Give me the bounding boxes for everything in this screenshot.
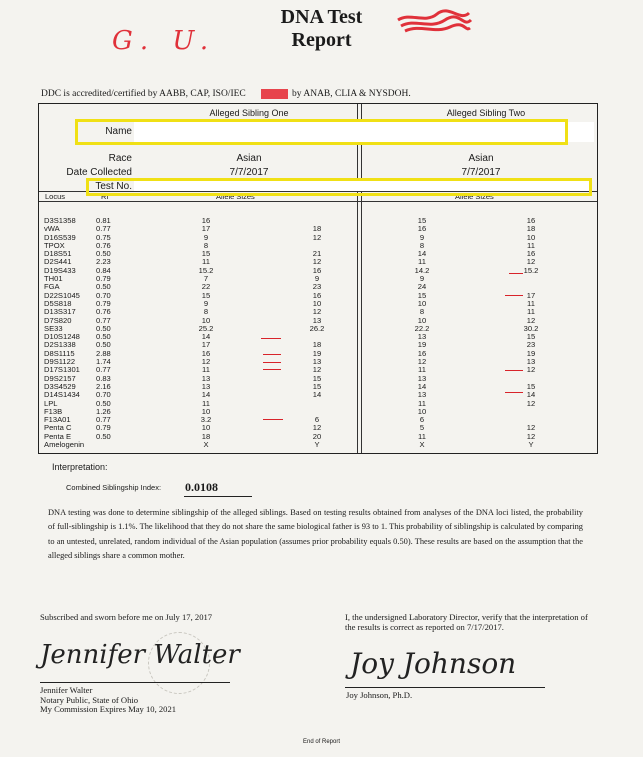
locus-row: [44, 441, 591, 449]
locus-ri: 2.23: [96, 257, 111, 267]
locus-name: D13S317: [44, 307, 76, 317]
end-of-report: End of Report: [302, 739, 341, 745]
sibling-two-allele-a: 8: [419, 240, 425, 250]
sibling-one-allele-b: Y: [314, 440, 320, 450]
locus-name: D2S1338: [44, 340, 76, 350]
locus-ri: 0.77: [96, 415, 111, 425]
director-signature-line: [345, 687, 545, 688]
sibling-one-allele-b: 6: [314, 415, 320, 425]
sibling-one-allele-a: 10: [201, 315, 211, 325]
locus-ri: 0.75: [96, 232, 111, 242]
locus-ri: 0.81: [96, 216, 111, 225]
sibling-two-allele-a: 14: [417, 381, 427, 391]
sibling-two-allele-b: 12: [526, 315, 536, 325]
sibling-one-allele-a: 16: [201, 348, 211, 358]
locus-name: LPL: [44, 398, 58, 408]
sibling-one-allele-a: 14: [201, 390, 211, 400]
locus-name: D5S818: [44, 298, 72, 308]
red-annotation-mark: [261, 338, 281, 339]
locus-name: D22S1045: [44, 290, 80, 300]
redaction-scribble-icon: [395, 8, 473, 36]
sibling-one-allele-b: 19: [312, 348, 322, 358]
locus-name: D16S539: [44, 232, 76, 242]
sibling-one-allele-a: 18: [201, 431, 211, 441]
notary-expiry: My Commission Expires May 10, 2021: [40, 704, 177, 714]
sibling-one-allele-b: 12: [312, 257, 322, 267]
locus-name: D17S1301: [44, 365, 80, 375]
locus-name: D18S51: [44, 249, 72, 259]
name-highlight-box: [75, 119, 568, 145]
locus-ri: 2.88: [96, 348, 111, 358]
sibling-two-allele-a: 14.2: [414, 265, 430, 275]
loci-table: [44, 217, 591, 449]
sibling-one-allele-b: 12: [312, 365, 322, 375]
sibling-two-allele-b: 15: [526, 332, 536, 342]
locus-name: Penta C: [44, 423, 72, 433]
locus-name: D14S1434: [44, 390, 80, 400]
locus-ri: 0.50: [96, 282, 111, 292]
locus-ri: 0.50: [96, 431, 111, 441]
sibling-two-allele-b: [471, 275, 591, 283]
sibling-two-allele-b: 14: [526, 390, 536, 400]
locus-ri: 0.79: [96, 274, 111, 284]
locus-name: D19S433: [44, 265, 76, 275]
locus-name: F13A01: [44, 415, 71, 425]
sibling-one-allele-a: 12: [201, 357, 211, 367]
locus-ri: 0.50: [96, 323, 111, 333]
sibling-one-allele-b: 21: [312, 249, 322, 259]
sibling-one-allele-b: 12: [312, 423, 322, 433]
sibling-two-allele-a: 13: [417, 373, 427, 383]
sibling-one-allele-a: 9: [203, 232, 209, 242]
notary-signature: Jennifer Walter: [40, 640, 240, 670]
sibling-two-allele-a: 6: [419, 415, 425, 425]
sibling-one-allele-a: 9: [203, 298, 209, 308]
locus-name: SE33: [44, 323, 63, 333]
sibling-one-allele-a: 7: [203, 274, 209, 284]
sibling-two-allele-a: 10: [417, 315, 427, 325]
sibling-two-allele-b: 19: [526, 348, 536, 358]
test-number-highlight-box: [86, 178, 592, 196]
red-annotation-mark: [505, 370, 523, 371]
ri-header: RI: [101, 192, 109, 201]
locus-ri: 0.70: [96, 390, 111, 400]
sibling-one-allele-a: 14: [201, 332, 211, 342]
results-table: [38, 103, 598, 454]
sibling-one-allele-a: 15: [201, 290, 211, 300]
sibling-one-allele-b: 15: [312, 373, 322, 383]
locus-name: TPOX: [44, 240, 65, 250]
sibling-one-allele-a: 10: [201, 423, 211, 433]
locus-ri: 0.77: [96, 224, 111, 234]
locus-name: Penta E: [44, 431, 72, 441]
sibling-one-allele-a: 13: [201, 381, 211, 391]
sibling-two-allele-a: 15: [417, 216, 427, 225]
red-annotation-mark: [509, 273, 523, 274]
sibling-two-allele-a: 11: [418, 365, 426, 375]
locus-row: [44, 400, 591, 408]
locus-ri: 0.77: [96, 365, 111, 375]
notary-statement: Subscribed and sworn before me on July 17, 2017: [40, 612, 213, 622]
report-title-line2: Report: [291, 29, 352, 51]
sibling-two-allele-b: 12: [526, 423, 536, 433]
locus-ri: 0.76: [96, 307, 111, 317]
locus-ri: 0.79: [96, 423, 111, 433]
sibling-two-allele-b: 15.2: [523, 265, 539, 275]
sibling-one-allele-b: 13: [312, 315, 322, 325]
locus-ri: 1.26: [96, 406, 111, 416]
locus-name: D9S1122: [44, 357, 76, 367]
date-value-one: 7/7/2017: [229, 167, 269, 178]
sibling-two-allele-b: 12: [526, 257, 536, 267]
sibling-two-allele-a: 16: [417, 224, 427, 234]
locus-ri: 0.50: [96, 332, 111, 342]
sibling-two-allele-a: 16: [417, 348, 427, 358]
sibling-two-allele-b: 11: [527, 298, 535, 308]
locus-name: D10S1248: [44, 332, 80, 342]
locus-header: Locus: [45, 192, 66, 201]
sibling-two-allele-a: 5: [419, 423, 425, 433]
test-number-label: Test No.: [95, 181, 132, 192]
director-statement: I, the undersigned Laboratory Director, verify that the interpretation of the results is correct as reported on 7/17/2017.: [345, 612, 588, 632]
sibling-one-allele-a: 25.2: [198, 323, 214, 333]
notary-signature-line: [40, 682, 230, 683]
sibling-one-allele-b: 15: [312, 381, 322, 391]
locus-ri: [96, 441, 151, 449]
notary-title: Notary Public, State of Ohio: [40, 694, 139, 705]
date-value-two: 7/7/2017: [461, 167, 501, 178]
sibling-two-allele-a: 13: [417, 390, 427, 400]
allele-sizes-header-two: Allele Sizes: [455, 192, 494, 201]
interpretation-paragraph: DNA testing was done to determine siblingship of the alleged siblings. Based on testing results obtained from analyses of the DNA loci listed, the probability of full-siblingship is 1.1%. The likelihood that they do not share the same biological father is 93 to 1. This probability of siblingship is calculated by comparing to an untested, unrelated, random individual of the Asian population (assumes prior probability equals 0.50). These results are based on the assumption that the alleged siblings share a common mother.: [48, 508, 583, 560]
sibling-two-allele-b: Y: [528, 440, 534, 450]
sibling-one-allele-b: 14: [312, 390, 322, 400]
sibling-one-allele-b: 23: [312, 282, 322, 292]
locus-ri: 0.70: [96, 290, 111, 300]
sibling-two-allele-a: 15: [417, 290, 427, 300]
locus-name: F13B: [44, 406, 63, 416]
race-value-two: Asian: [468, 153, 494, 164]
locus-name: D3S4529: [44, 381, 76, 391]
locus-name: TH01: [44, 274, 63, 284]
red-annotation-mark: [505, 295, 523, 296]
locus-ri: 0.83: [96, 373, 111, 383]
locus-name: D2S441: [44, 257, 72, 267]
sibling-two-allele-a: 11: [418, 431, 426, 441]
sibling-two-allele-a: 10: [417, 298, 427, 308]
locus-ri: 0.50: [96, 249, 111, 259]
sibling-two-allele-a: 12: [417, 357, 427, 367]
sibling-one-allele-b: 18: [312, 340, 322, 350]
locus-ri: 0.76: [96, 240, 111, 250]
sibling-one-allele-a: 11: [202, 365, 210, 375]
accreditation-text: DDC is accredited/certified by AABB, CAP, ISO/IEC: [41, 89, 246, 99]
sibling-two-allele-a: 9: [419, 232, 425, 242]
sibling-one-allele-a: 16: [201, 216, 211, 225]
redaction-block: [261, 89, 288, 99]
locus-row: [44, 234, 591, 242]
locus-ri: 0.50: [96, 340, 111, 350]
sibling-two-allele-a: 11: [418, 398, 426, 408]
sibling-two-allele-a: 8: [419, 307, 425, 317]
sibling-one-allele-b: 12: [312, 307, 322, 317]
sibling-two-allele-a: 9: [419, 274, 425, 284]
row-divider: [39, 201, 597, 202]
sibling-one-allele-b: 16: [312, 265, 322, 275]
sibling-one-allele-a: 17: [201, 340, 211, 350]
director-name: Joy Johnson, Ph.D.: [346, 690, 413, 700]
locus-ri: 0.79: [96, 298, 111, 308]
sibling-one-allele-a: 8: [203, 240, 209, 250]
red-annotation-mark: [263, 362, 281, 363]
sibling-two-allele-a: 19: [417, 340, 427, 350]
race-label: Race: [108, 153, 132, 164]
sibling-one-allele-a: 11: [202, 398, 210, 408]
sibling-one-allele-a: 13: [201, 373, 211, 383]
notary-block: [40, 686, 176, 715]
sibling-two-allele-a: 14: [417, 249, 427, 259]
sibling-one-allele-b: 16: [312, 290, 322, 300]
sibling-one-header: Alleged Sibling One: [209, 108, 289, 118]
red-annotation-mark: [263, 419, 283, 420]
sibling-two-allele-a: 11: [418, 257, 426, 267]
red-annotation-mark: [263, 354, 281, 355]
sibling-two-allele-b: 18: [526, 224, 536, 234]
locus-name: FGA: [44, 282, 60, 292]
sibling-two-allele-b: 16: [526, 249, 536, 259]
sibling-two-allele-b: 11: [527, 240, 535, 250]
locus-ri: 0.77: [96, 315, 111, 325]
director-signature: Joy Johnson: [350, 647, 517, 680]
sibling-one-allele-b: 13: [312, 357, 322, 367]
interpretation-label: Interpretation:: [52, 462, 108, 472]
sibling-one-allele-b: 18: [312, 224, 322, 234]
sibling-two-allele-b: 12: [526, 398, 536, 408]
handwritten-note: G. U.: [112, 26, 217, 56]
sibling-two-allele-a: 13: [417, 332, 427, 342]
date-label: Date Collected: [66, 167, 132, 178]
csi-label: Combined Siblingship Index:: [66, 483, 162, 492]
locus-ri: 2.16: [96, 381, 111, 391]
sibling-one-allele-a: 15.2: [198, 265, 214, 275]
race-value-one: Asian: [236, 153, 262, 164]
sibling-two-allele-b: 16: [526, 216, 536, 225]
locus-name: Amelogenin: [44, 440, 85, 450]
sibling-two-allele-b: 15: [526, 381, 536, 391]
locus-name: D3S1358: [44, 216, 76, 225]
csi-value: 0.0108: [185, 480, 218, 494]
sibling-two-allele-b: 13: [526, 357, 536, 367]
name-label: Name: [105, 126, 132, 137]
sibling-one-allele-a: 3.2: [200, 415, 212, 425]
sibling-one-allele-b: 9: [314, 274, 320, 284]
sibling-one-allele-a: 8: [203, 307, 209, 317]
locus-ri: 0.84: [96, 265, 111, 275]
report-title-line1: DNA Test: [280, 6, 363, 28]
sibling-two-allele-b: 12: [526, 431, 536, 441]
allele-sizes-header-one: Allele Sizes: [216, 192, 255, 201]
sibling-two-allele-b: 11: [527, 307, 535, 317]
locus-ri: 0.50: [96, 398, 111, 408]
red-annotation-mark: [505, 392, 523, 393]
sibling-one-allele-b: 12: [312, 232, 322, 242]
notary-name: Jennifer Walter: [40, 685, 93, 695]
locus-name: D7S820: [44, 315, 72, 325]
locus-ri: 1.74: [96, 357, 111, 367]
locus-name: D8S1115: [44, 348, 75, 358]
sibling-one-allele-b: 10: [312, 298, 322, 308]
sibling-two-allele-a: X: [419, 440, 425, 450]
sibling-two-header: Alleged Sibling Two: [446, 108, 526, 118]
sibling-two-allele-b: 23: [526, 340, 536, 350]
sibling-two-allele-b: 17: [526, 290, 536, 300]
sibling-one-allele-a: 17: [201, 224, 211, 234]
sibling-one-allele-a: X: [203, 440, 209, 450]
sibling-one-allele-b: 20: [312, 431, 322, 441]
sibling-two-allele-a: 24: [417, 282, 427, 292]
locus-name: D9S2157: [44, 373, 76, 383]
sibling-one-allele-b: 26.2: [309, 323, 325, 333]
sibling-one-allele-a: 22: [201, 282, 211, 292]
sibling-two-allele-b: 12: [526, 365, 536, 375]
sibling-one-allele-a: 11: [202, 257, 210, 267]
sibling-two-allele-b: 30.2: [523, 323, 539, 333]
sibling-two-allele-b: [471, 408, 591, 416]
locus-row: [44, 325, 591, 333]
red-annotation-mark: [263, 369, 281, 370]
accreditation-text-suffix: by ANAB, CLIA & NYSDOH.: [292, 89, 411, 99]
sibling-one-allele-a: 10: [201, 406, 211, 416]
csi-underline: [184, 496, 252, 497]
sibling-one-allele-a: 15: [201, 249, 211, 259]
locus-name: vWA: [44, 224, 60, 234]
sibling-two-allele-b: 10: [526, 232, 536, 242]
sibling-two-allele-a: 22.2: [414, 323, 430, 333]
sibling-one-allele-b: [261, 400, 373, 408]
sibling-two-allele-a: 10: [417, 406, 427, 416]
